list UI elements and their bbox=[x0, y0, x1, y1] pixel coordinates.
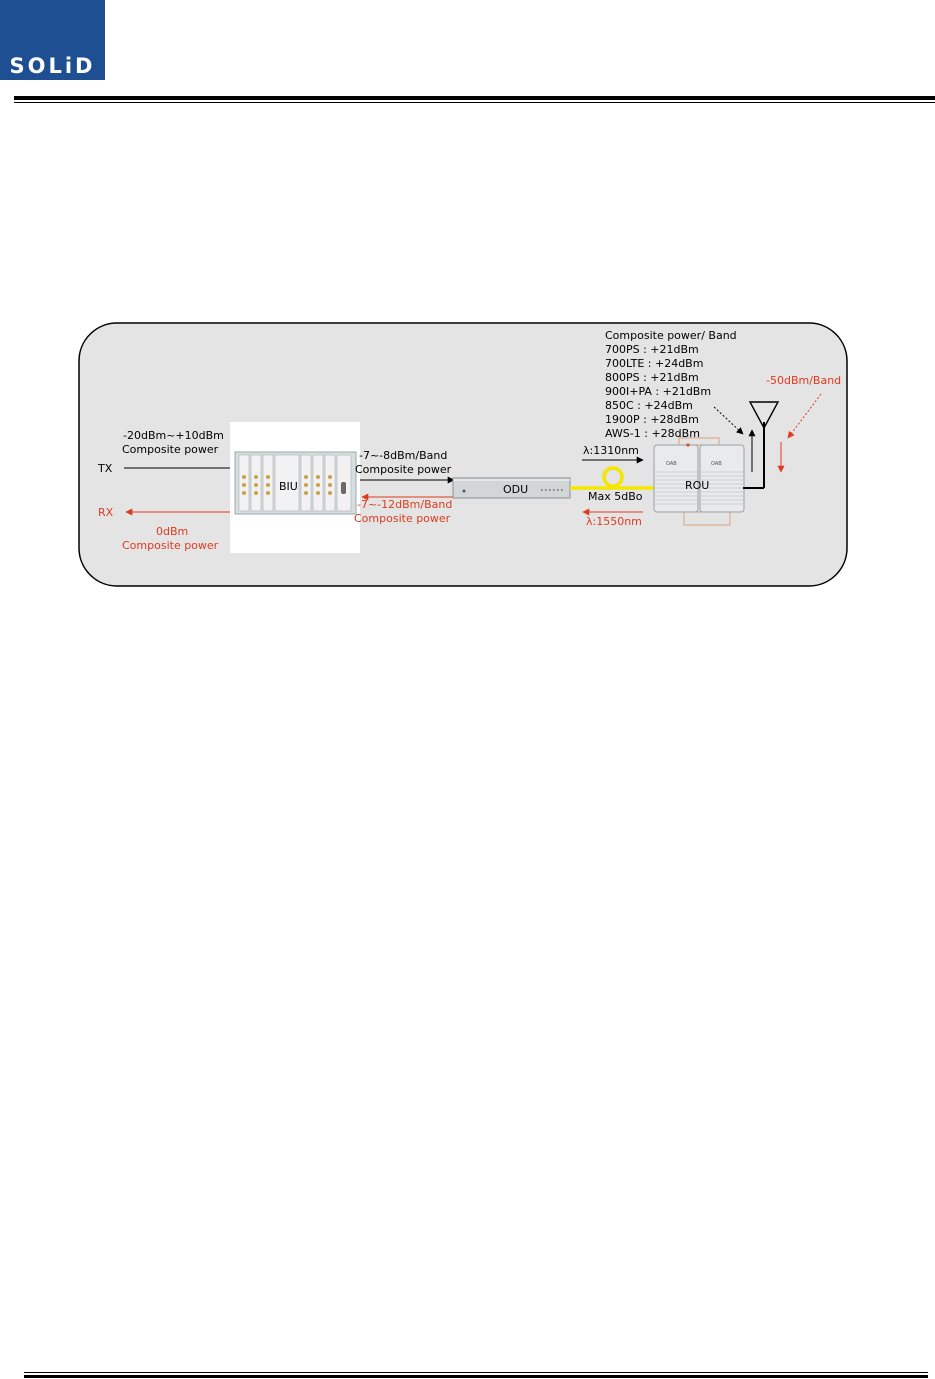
footer-rule-thick bbox=[24, 1375, 928, 1378]
fiber-loss: Max 5dBo bbox=[588, 490, 643, 503]
tx-input-sub: Composite power bbox=[122, 443, 219, 456]
logo-text: SOLiD bbox=[9, 54, 96, 78]
biu-odu-tx-level: -7~-8dBm/Band bbox=[359, 449, 448, 462]
band-power-item: AWS-1 : +28dBm bbox=[605, 427, 700, 440]
tx-input-level: -20dBm~+10dBm bbox=[123, 429, 224, 442]
wavelength-tx: λ:1310nm bbox=[583, 444, 639, 457]
biu-label: BIU bbox=[279, 480, 298, 493]
band-power-item: 1900P : +28dBm bbox=[605, 413, 699, 426]
biu-unit bbox=[230, 422, 360, 553]
rx-output-level: 0dBm bbox=[156, 525, 189, 538]
biu-odu-tx-sub: Composite power bbox=[355, 463, 452, 476]
band-power-item: 850C : +24dBm bbox=[605, 399, 693, 412]
odu-label: ODU bbox=[503, 483, 529, 496]
band-power-item: 800PS : +21dBm bbox=[605, 371, 699, 384]
header-rule-thin bbox=[14, 102, 935, 103]
rx-output-sub: Composite power bbox=[122, 539, 219, 552]
wavelength-rx: λ:1550nm bbox=[586, 515, 642, 528]
antenna-rx-level: -50dBm/Band bbox=[766, 374, 842, 387]
biu-odu-rx-sub: Composite power bbox=[354, 512, 451, 525]
tx-label: TX bbox=[98, 462, 113, 475]
band-power-item: 900I+PA : +21dBm bbox=[605, 385, 712, 398]
band-power-item: 700PS : +21dBm bbox=[605, 343, 699, 356]
header-rule-thick bbox=[14, 96, 935, 100]
solid-logo bbox=[0, 0, 105, 80]
band-power-item: 700LTE : +24dBm bbox=[605, 357, 704, 370]
rou-brand-1: OAB bbox=[666, 461, 677, 467]
footer-rule-thin bbox=[24, 1372, 928, 1373]
rx-label: RX bbox=[98, 506, 114, 519]
band-power-title: Composite power/ Band bbox=[605, 329, 737, 342]
rou-label: ROU bbox=[685, 479, 710, 492]
rou-brand-2: OAB bbox=[711, 461, 722, 467]
odu-unit bbox=[453, 478, 570, 498]
biu-odu-rx-level: -7~-12dBm/Band bbox=[357, 498, 453, 511]
diagram-svg bbox=[78, 322, 848, 587]
system-level-diagram bbox=[78, 322, 848, 587]
